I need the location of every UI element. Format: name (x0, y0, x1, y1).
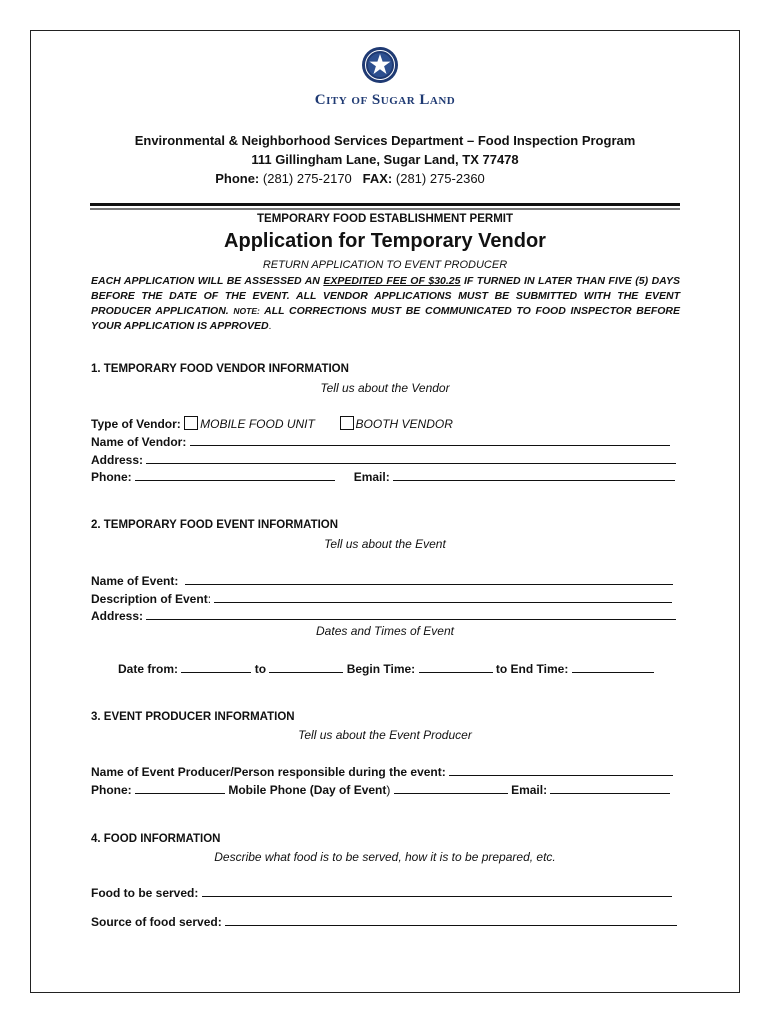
event-name-label: Name of Event: (91, 574, 179, 588)
mobile-phone-field[interactable] (394, 781, 508, 794)
event-dates-row (118, 660, 654, 676)
food-served-label: Food to be served: (91, 886, 199, 900)
fax-value: (281) 275-2360 (395, 171, 485, 186)
section-4-subtitle: Describe what food is to be served, how it is to be prepared, etc. (214, 850, 556, 864)
notice-end: . (268, 320, 272, 332)
return-note: RETURN APPLICATION TO EVENT PRODUCER (262, 259, 508, 271)
producer-phone-label: Phone: (91, 783, 132, 797)
date-to-label: to (254, 662, 267, 676)
end-time-label: to End Time: (495, 662, 569, 676)
expedited-fee: EXPEDITED FEE OF $30.25 (323, 275, 461, 287)
begin-time-field[interactable] (419, 660, 493, 673)
vendor-name-field[interactable] (190, 433, 670, 446)
vendor-address-row (91, 451, 676, 467)
producer-email-field[interactable] (550, 781, 670, 794)
section-3-heading: 3. EVENT PRODUCER INFORMATION (91, 711, 295, 723)
mobile-phone-paren: ) (386, 783, 391, 797)
vendor-phone-field[interactable] (135, 468, 335, 481)
producer-name-row (91, 763, 673, 779)
vendor-email-field[interactable] (393, 468, 675, 481)
section-1-heading: 1. TEMPORARY FOOD VENDOR INFORMATION (91, 363, 349, 375)
fax-label: FAX: (362, 171, 393, 186)
event-address-label: Address: (91, 609, 144, 623)
event-address-row (91, 607, 676, 623)
vendor-type-label: Type of Vendor: (91, 417, 181, 431)
city-name: City of Sugar Land (314, 92, 456, 108)
section-1-subtitle: Tell us about the Vendor (320, 381, 450, 395)
dates-subtitle: Dates and Times of Event (316, 624, 454, 638)
producer-name-field[interactable] (449, 763, 673, 776)
event-description-colon: : (207, 592, 212, 606)
vendor-phone-label: Phone: (91, 470, 132, 484)
event-name-field[interactable] (185, 572, 673, 585)
begin-time-label: Begin Time: (346, 662, 416, 676)
date-from-label: Date from: (118, 662, 179, 676)
producer-phone-row (91, 781, 670, 797)
vendor-type-row (91, 416, 453, 431)
permit-type: TEMPORARY FOOD ESTABLISHMENT PERMIT (257, 213, 513, 225)
section-2-heading: 2. TEMPORARY FOOD EVENT INFORMATION (91, 519, 339, 531)
mobile-food-unit-label: MOBILE FOOD UNIT (200, 417, 315, 431)
notice-note-label: NOTE: (233, 306, 260, 316)
food-served-row (91, 884, 672, 900)
vendor-name-row (91, 433, 670, 449)
notice-text-2: IF TURNED IN LATER THAN FIVE (5) DAYS BEFORE THE DATE OF THE EVENT. ALL VENDOR APPLICATIONS MUST BE SUBMITTED WITH THE EVENT PRODUCER APPLICATION. (91, 275, 680, 317)
food-served-field[interactable] (202, 884, 672, 897)
event-description-label: Description of Event (91, 592, 208, 606)
contact-line (0, 171, 735, 186)
date-to-field[interactable] (269, 660, 343, 673)
city-seal-icon (361, 46, 399, 84)
food-source-label: Source of food served: (91, 915, 222, 929)
notice-text-1: EACH APPLICATION WILL BE ASSESSED AN (91, 275, 324, 287)
booth-vendor-checkbox[interactable] (340, 416, 354, 430)
vendor-address-label: Address: (91, 453, 144, 467)
section-4-heading: 4. FOOD INFORMATION (91, 833, 221, 845)
mobile-phone-label: Mobile Phone (Day of Event (228, 783, 387, 797)
vendor-address-field[interactable] (146, 451, 676, 464)
booth-vendor-label: BOOTH VENDOR (355, 417, 453, 431)
address-line: 111 Gillingham Lane, Sugar Land, TX 77478 (251, 152, 519, 167)
department-line: Environmental & Neighborhood Services Department – Food Inspection Program (134, 133, 636, 148)
section-3-subtitle: Tell us about the Event Producer (298, 728, 472, 742)
section-2-subtitle: Tell us about the Event (324, 537, 446, 551)
vendor-phone-row (91, 468, 675, 484)
event-address-field[interactable] (146, 607, 676, 620)
event-description-field[interactable] (214, 590, 672, 603)
food-source-field[interactable] (225, 913, 677, 926)
phone-value: (281) 275-2170 (262, 171, 352, 186)
event-description-row (91, 590, 672, 606)
vendor-email-label: Email: (353, 470, 390, 484)
producer-email-label: Email: (511, 783, 548, 797)
header-divider-shadow (90, 208, 680, 210)
producer-phone-field[interactable] (135, 781, 225, 794)
phone-label: Phone: (215, 171, 260, 186)
end-time-field[interactable] (572, 660, 654, 673)
date-from-field[interactable] (181, 660, 251, 673)
header-divider (90, 203, 680, 206)
notice-text-3: ALL CORRECTIONS MUST BE COMMUNICATED TO FOOD INSPECTOR BEFORE YOUR APPLICATION IS APPROVED (91, 305, 680, 332)
producer-name-label: Name of Event Producer/Person responsible during the event: (91, 765, 446, 779)
vendor-name-label: Name of Vendor: (91, 435, 187, 449)
form-title: Application for Temporary Vendor (224, 230, 546, 252)
fee-notice (91, 274, 680, 334)
mobile-food-unit-checkbox[interactable] (184, 416, 198, 430)
event-name-row (91, 572, 673, 588)
food-source-row (91, 913, 677, 929)
